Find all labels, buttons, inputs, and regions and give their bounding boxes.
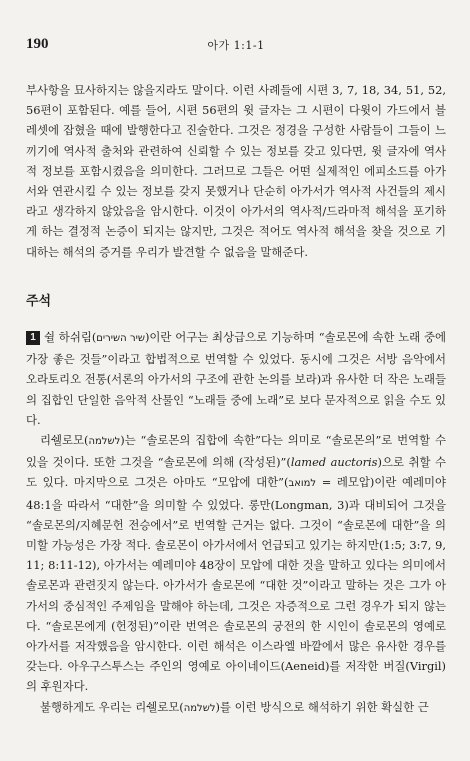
hebrew-term: לשלמה: [183, 702, 216, 714]
hebrew-term: לשלמה: [88, 436, 121, 448]
hebrew-term: למואב: [288, 478, 317, 490]
intro-paragraph: 부사항을 묘사하지는 않을지라도 말이다. 이런 사례들에 시편 3, 7, 18, 34, 51, 52, 56편이 포함된다. 예를 들어, 시편 56편의 윗 글자는 그 시편이 다윗이 가드에서 블레셋에 잡혔을 때에 발행한다고 진술한다. 그것은 정경을 구성한 사람들이 그들이 느끼기에 역사적 출처와 관련하여 신뢰할 수 있는 정보를 갖고 있다면, 윗 글자에 역사적 정보를 포함시켰음을 의미한다. 그러므로 그들은 어떤 실제적인 에피소드를 아가서와 연관시킬 수 있는 정보를 갖지 못했거나 단순히 아가서가 역사적 사건들의 제시라고 생각하지 않았음을 암시한다. 이것이 아가서의 역사적/드라마적 해석을 포기하게 하는 결정적 논증이 되지는 않지만, 그것은 적어도 역사적 해석을 찾을 것으로 기대하는 해석의 증거를 우리가 발견할 수 없음을 말해준다.: [26, 83, 446, 259]
hebrew-term: שיר השירים: [96, 333, 145, 344]
note-paragraph-3: [26, 697, 446, 719]
note3-text-start: 불행하게도 우리는 리쉘로모(: [40, 699, 184, 714]
note-paragraph-1: [26, 327, 446, 430]
note1-text-start: 쉴 하쉬림(: [44, 330, 97, 344]
note-paragraph-2: [26, 430, 446, 697]
note1-text-rest: )이란 어구는 최상급으로 기능하며 “솔로몬에 속한 노래 중에 가장 좋은 것들”이라고 합법적으로 번역할 수 있었다. 동시에 그것은 서방 음악에서 오라토리오 전통(서론의 아가서의 구조에 관한 논의를 보라)과 유사한 더 작은 노래들의 집합인 단일한 음악적 산물인 “노래들 중에 노래”로 보다 문자적으로 읽을 수도 있다.: [26, 330, 446, 427]
note2-text-part1: )는 “솔로몬의 집합에 속한”다는 의미로 “솔로몬의”로 번역할 수 있을 것이다. 또한 그것을 “솔로몬에 의해 (작성된)”(: [26, 433, 446, 470]
note2-text-start: 리쉘로모(: [40, 433, 89, 448]
running-head: 아가 1:1-1: [207, 39, 265, 52]
notes-block: [26, 327, 446, 719]
note2-text-part2: )으로 취할 수도 있다. 마지막으로 그것은 아마도 “모압에 대한”(: [26, 455, 447, 490]
latin-term: lamed auctoris: [290, 455, 378, 470]
section-heading-notes: 주석: [26, 294, 52, 309]
note3-text-rest: )를 이런 방식으로 해석하기 위한 확실한 근: [215, 699, 429, 714]
page-header: [26, 36, 446, 54]
note2-text-part3: = 레모압)이란 예레미야 48:1을 따라서 “대한”을 의미할 수 있었다. 롱만(Longman, 3)과 대비되어 그것을 “솔로몬의/지혜문헌 전승에서”로 번역할 근거는 없다. 그것이 “솔로몬에 대한”을 의미할 가능성은 가장 적다. 솔로몬이 아가서에서 언급되고 있기는 하지만(1:5; 3:7, 9, 11; 8:11-12), 아가서는 예레미야 48장이 모압에 대한 것을 말하고 있다는 의미에서 솔로몬과 관련짓지 않는다. 아가서가 솔로몬에 “대한 것”이라고 말하는 것은 그가 아가서의 중심적인 주제임을 말해야 하는데, 그것은 자증적으로 그런 경우가 되지 않는다. “솔로몬에게 (헌정된)”이란 번역은 솔로몬의 궁전의 한 시인이 솔로몬의 영예로 아가서를 저작했음을 암시한다. 이런 해석은 이스라엘 바깥에서 많은 유사한 경우를 갖는다. 아우구스투스는 주인의 영예로 아이네이드(Aeneid)를 저작한 버질(Virgil)의 후원자다.: [26, 475, 446, 694]
intro-paragraph-block: [26, 80, 446, 262]
page-number: 190: [26, 36, 49, 52]
note-number-marker: 1: [26, 331, 40, 345]
